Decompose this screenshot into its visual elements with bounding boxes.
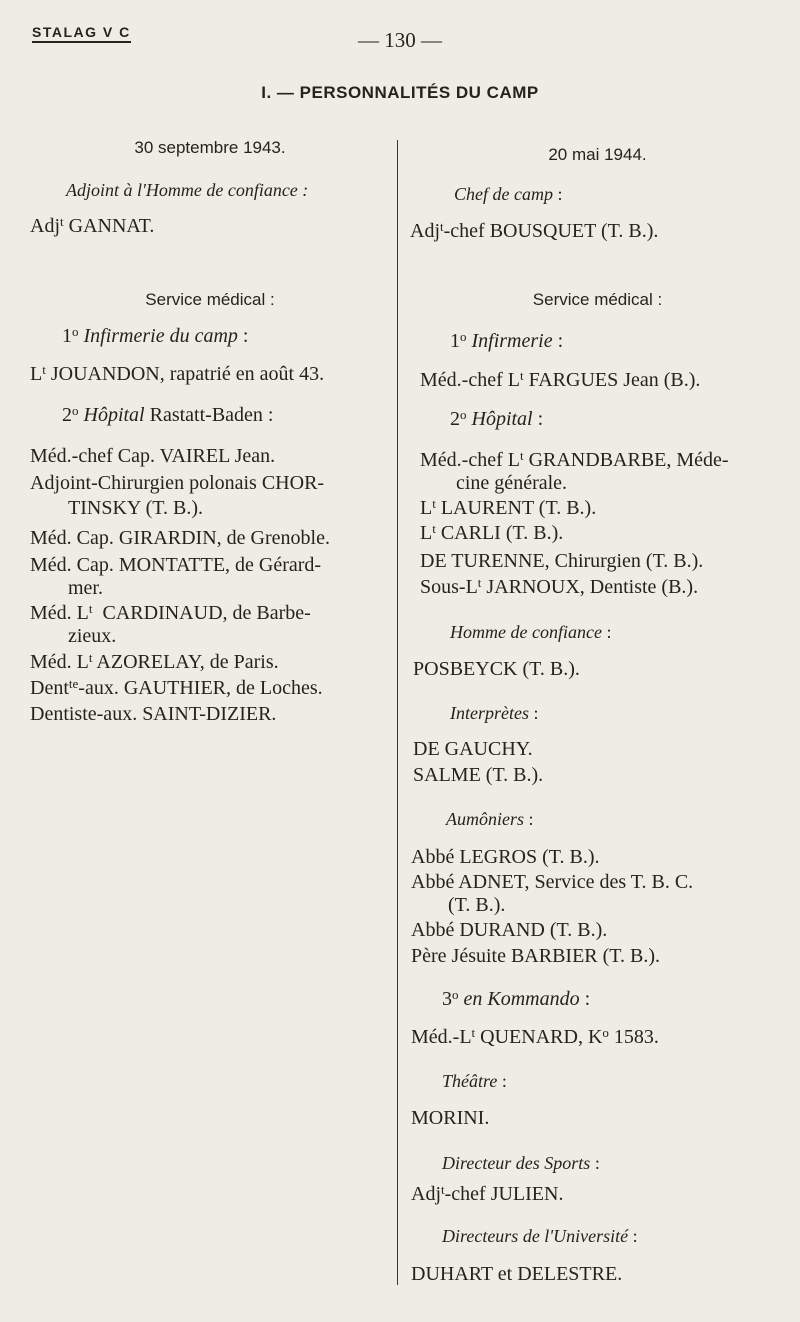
right-infirmerie-heading: 1$^o$ Infirmerie : (450, 329, 564, 352)
left-entry-gauthier: Dent$^{te}$-aux. GAUTHIER, de Loches. (30, 676, 323, 699)
right-homme-entry: POSBEYCK (T. B.). (413, 658, 580, 680)
right-interpretes-heading: Interprètes : (450, 703, 539, 723)
left-hopital-heading: 2$^o$ Hôpital Rastatt-Baden : (62, 403, 274, 426)
right-grandbarbe-entry: Méd.-chef $L^t$ GRANDBARBE, Méde- (420, 448, 729, 471)
right-interprete-entry: DE GAUCHY. (413, 738, 533, 760)
right-quenard-entry: $Méd.-L^t$ QUENARD, $K^o$ 1583. (411, 1025, 659, 1048)
left-entry: Méd.-chef Cap. VAIREL Jean. (30, 445, 276, 467)
right-interprete-entry: SALME (T. B.). (413, 764, 544, 786)
left-entry: TINSKY (T. B.). (68, 497, 203, 519)
left-adjoint-heading: Adjoint à l'Homme de confiance : (66, 180, 309, 200)
left-entry-cardinaud: Méd. $L^t$ CARDINAUD, de Barbe- (30, 601, 311, 624)
left-entry: Adjoint-Chirurgien polonais CHOR- (30, 472, 325, 494)
right-aumonier-entry: Abbé LEGROS (T. B.). (411, 846, 600, 868)
right-theatre-entry: MORINI. (411, 1107, 490, 1129)
right-laurent-entry: $L^t$ LAURENT (T. B.). (420, 496, 597, 519)
right-jarnoux-entry: Sous-$L^t$ JARNOUX, Dentiste (B.). (420, 575, 699, 598)
right-universite-entry: DUHART et DELESTRE. (411, 1263, 623, 1285)
left-entry: Méd. Cap. GIRARDIN, de Grenoble. (30, 527, 330, 549)
left-adjoint-entry: Adj$^t$ GANNAT. (30, 214, 155, 237)
left-entry-azorelay: Méd. $L^t$ AZORELAY, de Paris. (30, 650, 279, 673)
right-carli-entry: $L^t$ CARLI (T. B.). (420, 521, 564, 544)
right-homme-heading: Homme de confiance : (450, 622, 612, 642)
right-aumonier-entry: Abbé DURAND (T. B.). (411, 919, 608, 941)
right-aumonier-entry: Père Jésuite BARBIER (T. B.). (411, 945, 661, 967)
left-entry: mer. (68, 577, 103, 599)
column-divider (397, 140, 398, 1285)
right-chef-entry: Adj$^t$-chef BOUSQUET (T. B.). (410, 219, 659, 242)
right-chef-heading: Chef de camp : (454, 184, 563, 204)
left-column (30, 0, 390, 1322)
page-number: — 130 — (358, 28, 442, 52)
left-service-heading: Service médical : (145, 290, 275, 309)
right-hopital-heading: 2$^o$ Hôpital : (450, 407, 544, 430)
left-infirmerie-entry: $L^t$ JOUANDON, rapatrié en août 43. (30, 362, 325, 385)
left-infirmerie-heading: 1$^o$ Infirmerie du camp : (62, 324, 249, 347)
right-aumoniers-heading: Aumôniers : (446, 809, 534, 829)
section-title: I. — PERSONNALITÉS DU CAMP (261, 83, 539, 102)
right-theatre-heading: Théâtre : (442, 1071, 507, 1091)
right-aumonier-entry: (T. B.). (448, 894, 506, 916)
right-fargues-entry: Méd.-chef $L^t$ FARGUES Jean (B.). (420, 368, 701, 391)
left-entry: Méd. Cap. MONTATTE, de Gérard- (30, 554, 322, 576)
right-universite-heading: Directeurs de l'Université : (442, 1226, 638, 1246)
running-head: STALAG V C (32, 24, 131, 43)
left-entry-saint-dizier: Dentiste-aux. SAINT-DIZIER. (30, 703, 277, 725)
right-service-heading: Service médical : (532, 290, 663, 309)
right-kommando-heading: 3$^o$ en Kommando : (442, 987, 591, 1010)
left-entry-cardinaud-cont: zieux. (68, 625, 117, 647)
right-sports-entry: Adj$^t$-chef JULIEN. (411, 1182, 564, 1205)
right-aumonier-entry: Abbé ADNET, Service des T. B. C. (411, 871, 694, 893)
right-turenne-entry: DE TURENNE, Chirurgien (T. B.). (420, 550, 704, 572)
right-sports-heading: Directeur des Sports : (442, 1153, 600, 1173)
left-date: 30 septembre 1943. (134, 138, 286, 157)
right-date: 20 mai 1944. (548, 145, 647, 164)
right-grandbarbe-cont: cine générale. (456, 472, 568, 494)
right-column (410, 0, 785, 1322)
